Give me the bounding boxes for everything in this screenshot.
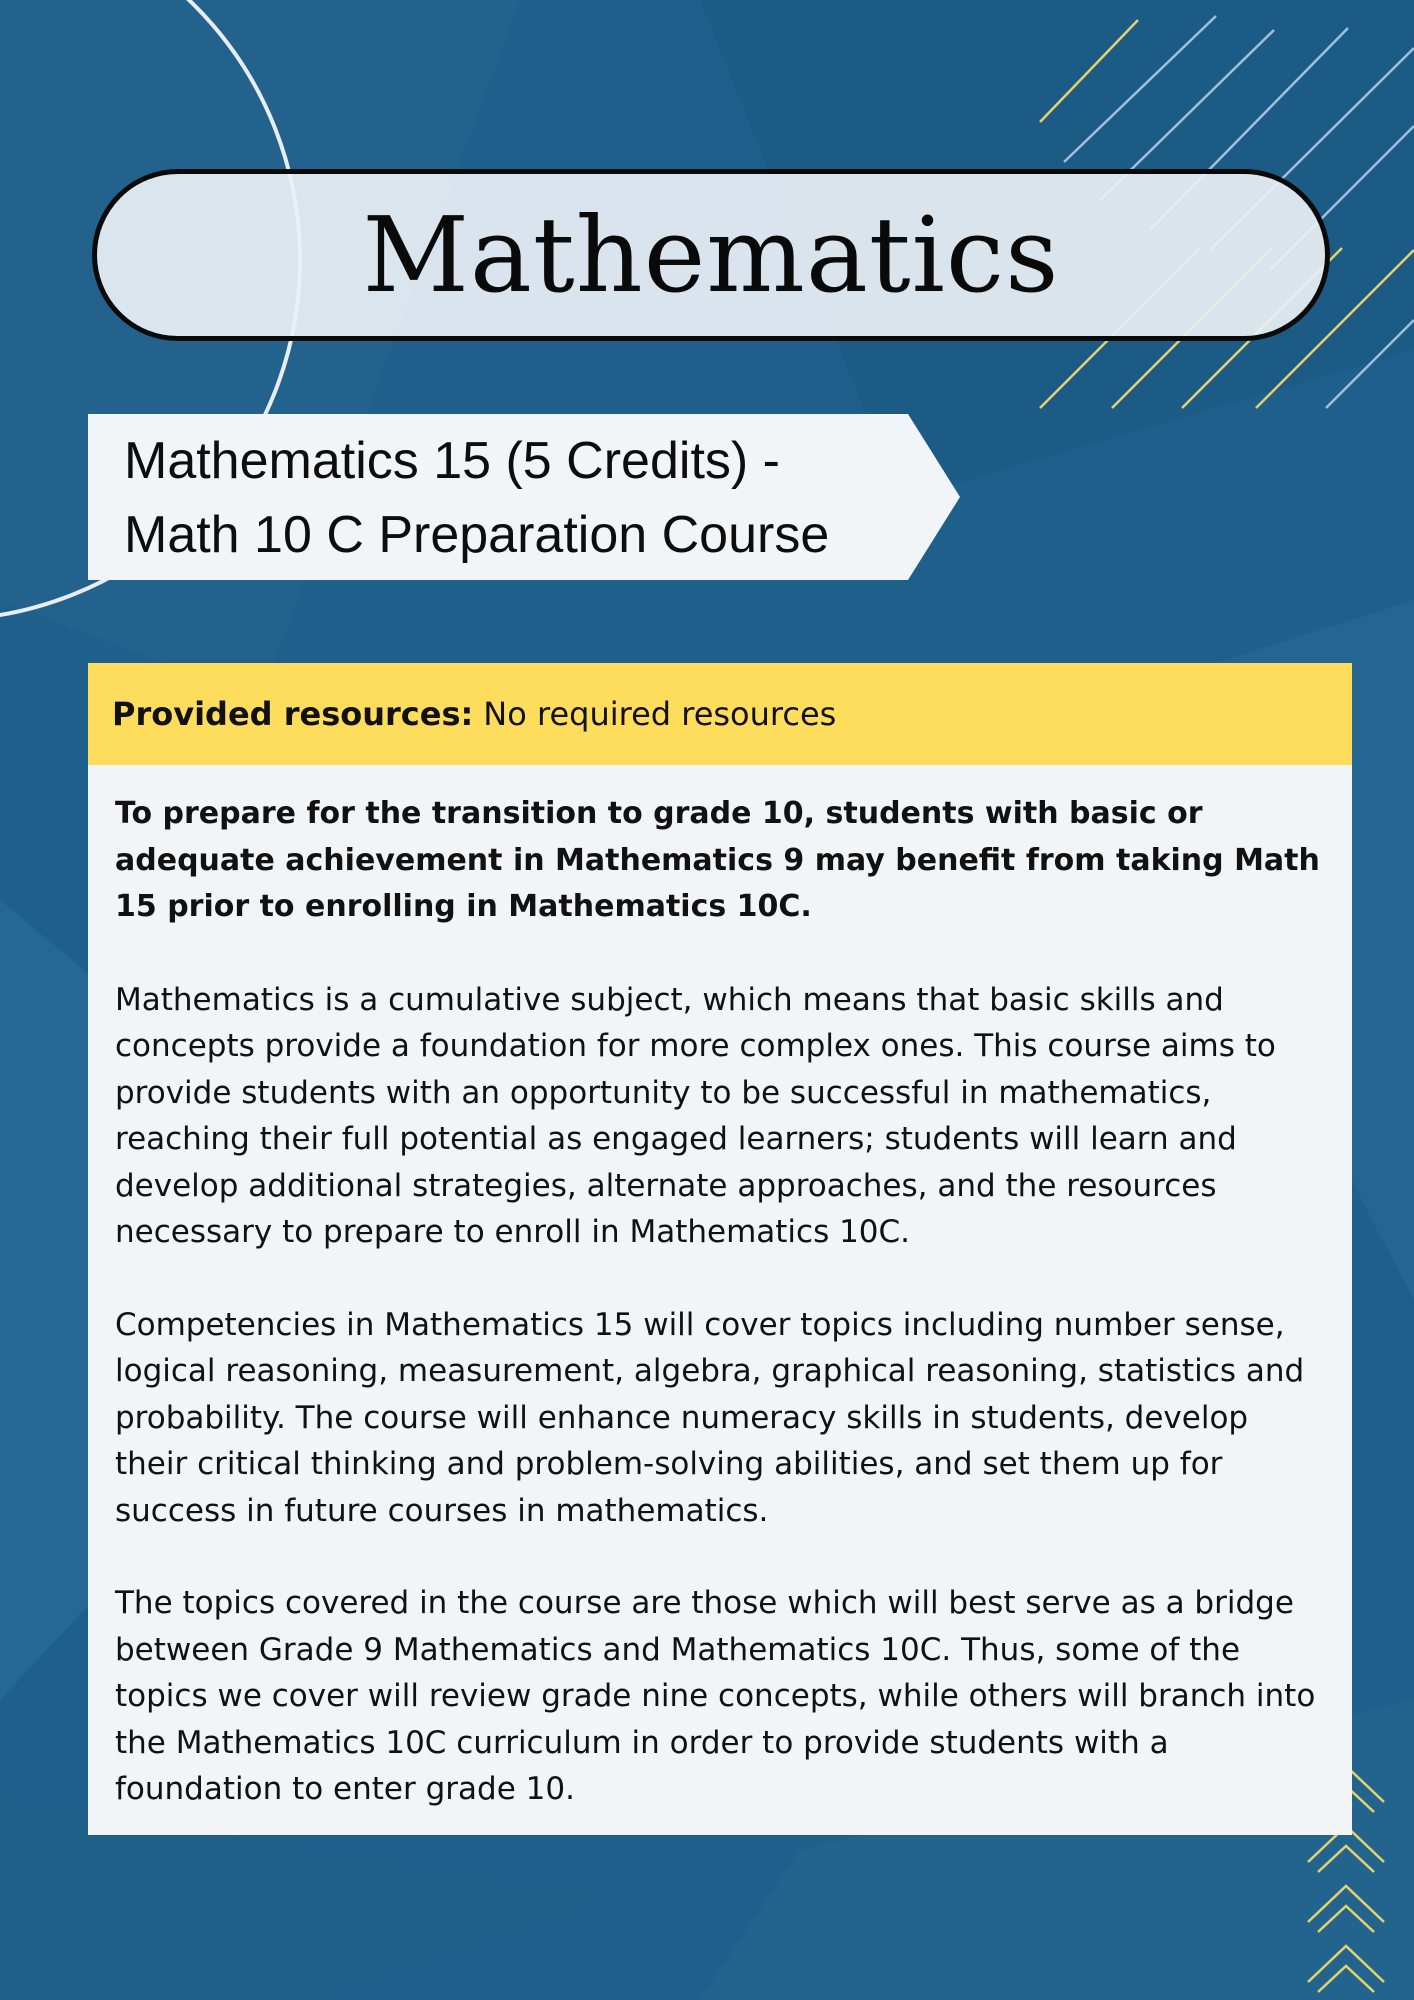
resources-label: Provided resources: (112, 695, 474, 733)
course-title (124, 424, 924, 572)
description-paragraph-2: Competencies in Mathematics 15 will cover topics including number sense, logical reasoning, measurement, algebra, graphical reasoning, statistics and probability. The course will enhance numeracy skills in students, develop their critical thinking and problem-solving abilities, and set them up for success in future courses in mathematics. (115, 1306, 1305, 1529)
course-title-banner (88, 414, 960, 580)
resources-bar (88, 663, 1352, 765)
course-title-line-2: Math 10 C Preparation Course (124, 506, 830, 564)
page-title: Mathematics (362, 194, 1060, 316)
description-paragraph-1: Mathematics is a cumulative subject, which means that basic skills and concepts provide a foundation for more complex ones. This course aims to provide students with an opportunity to be successful in mathematics, reaching their full potential as engaged learners; students will learn and develop additional strategies, alternate approaches, and the resources necessary to prepare to enroll in Mathematics 10C. (115, 981, 1276, 1250)
course-title-line-1: Mathematics 15 (5 Credits) - (124, 432, 780, 490)
course-description-panel (88, 765, 1352, 1835)
title-banner (92, 169, 1330, 341)
intro-paragraph: To prepare for the transition to grade 10, students with basic or adequate achievement in Mathematics 9 may benefit from taking Math 15 prior to enrolling in Mathematics 10C. (115, 796, 1320, 924)
resources-value: No required resources (483, 695, 837, 733)
description-paragraph-3: The topics covered in the course are those which will best serve as a bridge between Grade 9 Mathematics and Mathematics 10C. Thus, some of the topics we cover will review grade nine concepts, while others will branch into the Mathematics 10C curriculum in order to provide students with a foundation to enter grade 10. (115, 1585, 1316, 1807)
